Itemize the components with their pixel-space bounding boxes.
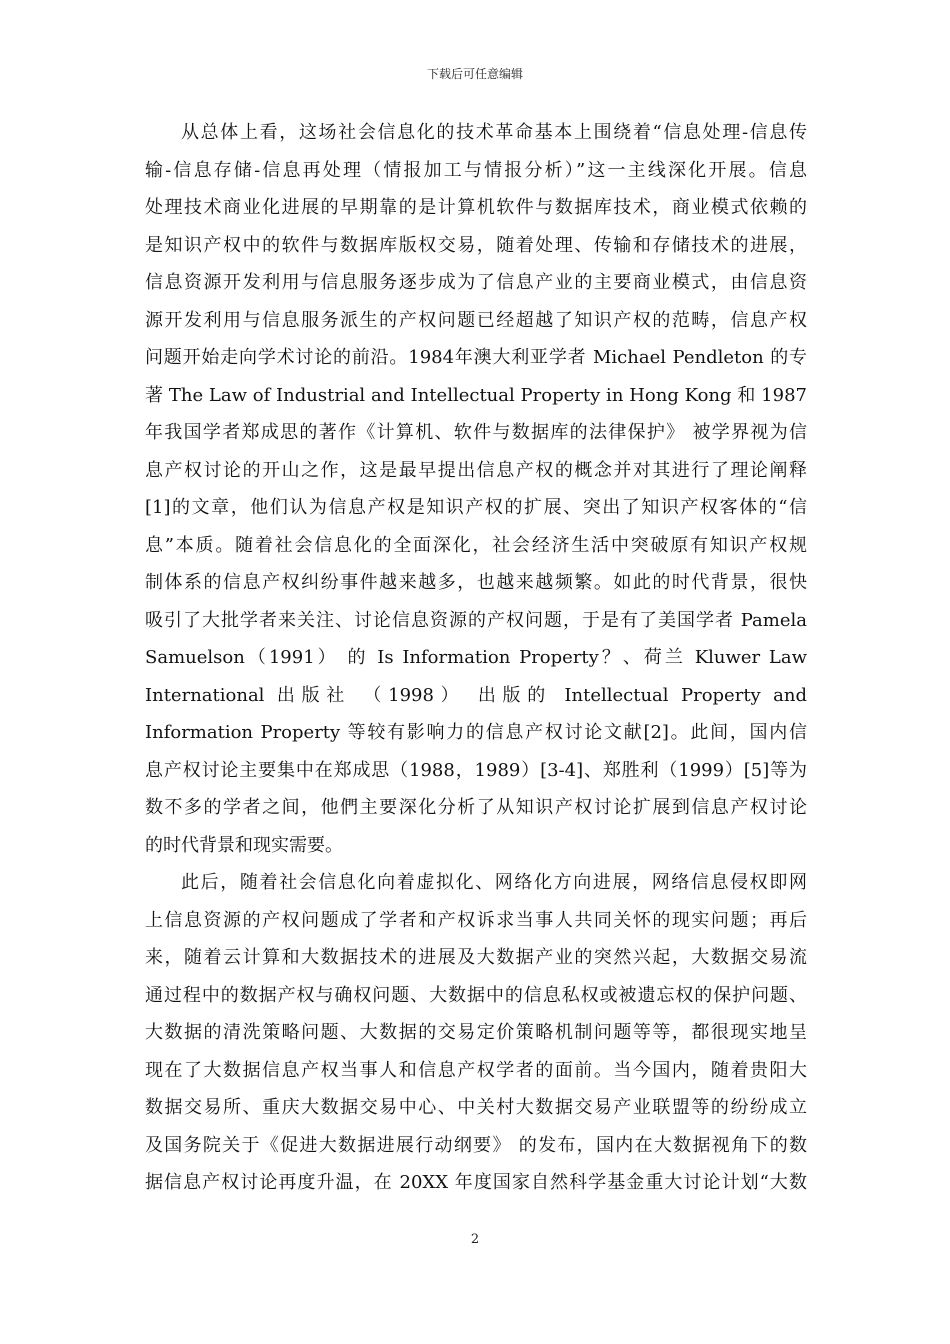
text-line: 处理技术商业化进展的早期靠的是计算机软件与数据库技术，商业模式依赖的: [145, 197, 807, 218]
text-line: 从总体上看，这场社会信息化的技术革命基本上围绕着“信息处理-信息传: [181, 122, 807, 143]
text-line: 年我国学者郑成思的著作《计算机、软件与数据库的法律保护》 被学界视为信: [145, 422, 807, 443]
text-line: [1]的文章，他们认为信息产权是知识产权的扩展、突出了知识产权客体的“信: [145, 497, 807, 518]
text-line: 息产权讨论主要集中在郑成思（1988，1989）[3-4]、郑胜利（1999）[5]等为: [145, 759, 807, 781]
text-line: 著 The Law of Industrial and Intellectual Property in Hong Kong 和 1987: [145, 384, 807, 406]
text-line: 信息资源开发利用与信息服务逐步成为了信息产业的主要商业模式，由信息资: [145, 272, 807, 293]
text-line: 息产权讨论的开山之作，这是最早提出信息产权的概念并对其进行了理论阐释: [145, 459, 807, 481]
text-line: International 出版社 （1998） 出版的 Intellectual Property and: [145, 684, 807, 706]
text-line: Samuelson（1991） 的 Is Information Property？、荷兰 Kluwer Law: [145, 647, 807, 668]
text-line: 吸引了大批学者来关注、讨论信息资源的产权问题，于是有了美国学者 Pamela: [145, 609, 807, 631]
text-line: Information Property 等较有影响力的信息产权讨论文献[2]。此间，国内信: [145, 722, 807, 743]
text-line: 数据交易所、重庆大数据交易中心、中关村大数据交易产业联盟等的纷纷成立: [145, 1097, 807, 1118]
text-line: 问题开始走向学术讨论的前沿。1984年澳大利亚学者 Michael Pendleton 的专: [145, 347, 807, 368]
text-line: 及国务院关于《促进大数据进展行动纲要》 的发布，国内在大数据视角下的数: [145, 1134, 807, 1156]
page-number: 2: [470, 1232, 480, 1247]
text-line: 制体系的信息产权纠纷事件越来越多，也越来越频繁。如此的时代背景，很快: [145, 572, 807, 593]
text-line: 息”本质。随着社会信息化的全面深化，社会经济生活中突破原有知识产权规: [145, 534, 807, 556]
text-line: 上信息资源的产权问题成了学者和产权诉求当事人共同关怀的现实问题；再后: [145, 909, 807, 931]
text-line: 此后，随着社会信息化向着虚拟化、网络化方向进展，网络信息侵权即网: [181, 872, 807, 893]
text-line: 现在了大数据信息产权当事人和信息产权学者的面前。当今国内，随着贵阳大: [145, 1059, 807, 1081]
text-line: 大数据的清洗策略问题、大数据的交易定价策略机制问题等等，都很现实地呈: [145, 1022, 807, 1043]
text-line: 据信息产权讨论再度升温，在 20XX 年度国家自然科学基金重大讨论计划“大数: [145, 1172, 807, 1193]
text-line: 通过程中的数据产权与确权问题、大数据中的信息私权或被遗忘权的保护问题、: [145, 984, 807, 1006]
text-line: 输-信息存储-信息再处理（情报加工与情报分析）”这一主线深化开展。信息: [145, 159, 807, 181]
page-header: 下载后可任意编辑: [426, 67, 523, 81]
text-line: 数不多的学者之间，他們主要深化分析了从知识产权讨论扩展到信息产权讨论: [145, 797, 807, 818]
text-line: 的时代背景和现实需要。: [145, 834, 343, 856]
text-line: 源开发利用与信息服务派生的产权问题已经超越了知识产权的范畴，信息产权: [145, 309, 807, 331]
document-body: [145, 114, 807, 1202]
text-line: 是知识产权中的软件与数据库版权交易，随着处理、传输和存储技术的进展，: [145, 234, 807, 256]
text-line: 来，随着云计算和大数据技术的进展及大数据产业的突然兴起，大数据交易流: [145, 947, 807, 968]
